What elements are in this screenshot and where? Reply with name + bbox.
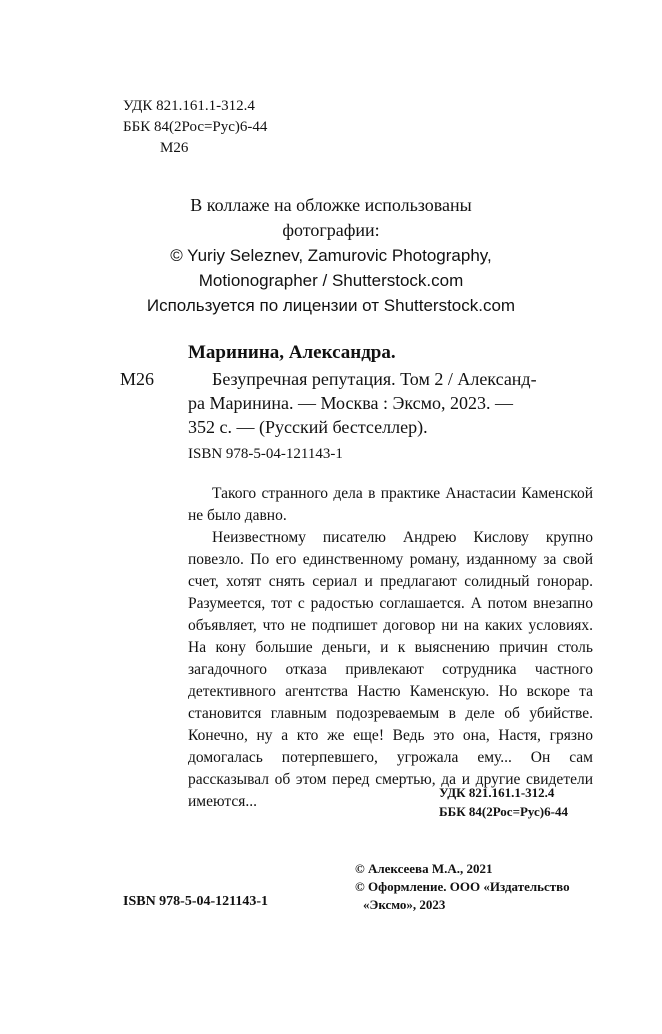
udk-code: УДК 821.161.1-312.4 (123, 98, 255, 114)
classification-block (123, 96, 267, 159)
author-heading: Маринина, Александра. (188, 342, 396, 363)
isbn-record: ISBN 978-5-04-121143-1 (188, 446, 343, 462)
credits-line-3: © Yuriy Seleznev, Zamurovic Photography, (170, 246, 492, 265)
udk-code-bottom: УДК 821.161.1-312.4 (439, 785, 555, 800)
bbk-code-bottom: ББК 84(2Рос=Рус)6-44 (439, 804, 568, 819)
biblio-line-1: Безупречная репутация. Том 2 / Александ- (212, 369, 537, 389)
annotation (188, 483, 593, 813)
copyright-design: © Оформление. ООО «Издательство (355, 879, 570, 894)
copyright-author: © Алексеева М.А., 2021 (355, 861, 493, 876)
bbk-code: ББК 84(2Рос=Рус)6-44 (123, 119, 268, 135)
annotation-paragraph-2: Неизвестному писателю Андрею Кислову крупно повезло. По его единственному роману, изданному за свой счет, хотят снять сериал и предлагают солидный гонорар. Разумеется, тот с радостью соглашается. А потом внезапно объявляет, что не подпишет договор ни на каких условиях. На кону большие деньги, и к выяснению причин столь загадочного отказа привлекают сотрудника частного детективного агентства Настю Каменскую. Но вскоре та становится главным подозреваемым в деле об убийстве. Конечно, ну а кто же еще! Ведь это она, Настя, грязно домогалась потерпевшего, угрожала ему... Он сам рассказывал об этом перед смертью, да и другие свидетели имеются... (188, 529, 593, 810)
credits-line-2: фотографии: (282, 220, 380, 240)
annotation-paragraph-1: Такого странного дела в практике Анастасии Каменской не было давно. (188, 485, 593, 524)
cover-credits (0, 193, 662, 318)
copyright-publisher: «Эксмо», 2023 (363, 897, 446, 912)
classification-bottom (439, 783, 568, 821)
biblio-line-2: ра Маринина. — Москва : Эксмо, 2023. — (188, 393, 514, 413)
bibliographic-mark: М26 (120, 369, 155, 389)
credits-line-4: Motionographer / Shutterstock.com (198, 271, 464, 290)
copyright-block (355, 860, 605, 914)
author-mark: М26 (160, 140, 189, 156)
credits-line-5: Используется по лицензии от Shutterstock.com (146, 296, 516, 315)
isbn-bottom: ISBN 978-5-04-121143-1 (123, 894, 269, 909)
credits-line-1: В коллаже на обложке использованы (190, 195, 472, 215)
biblio-line-3: 352 с. — (Русский бестселлер). (188, 417, 428, 437)
bibliographic-description (188, 367, 593, 439)
